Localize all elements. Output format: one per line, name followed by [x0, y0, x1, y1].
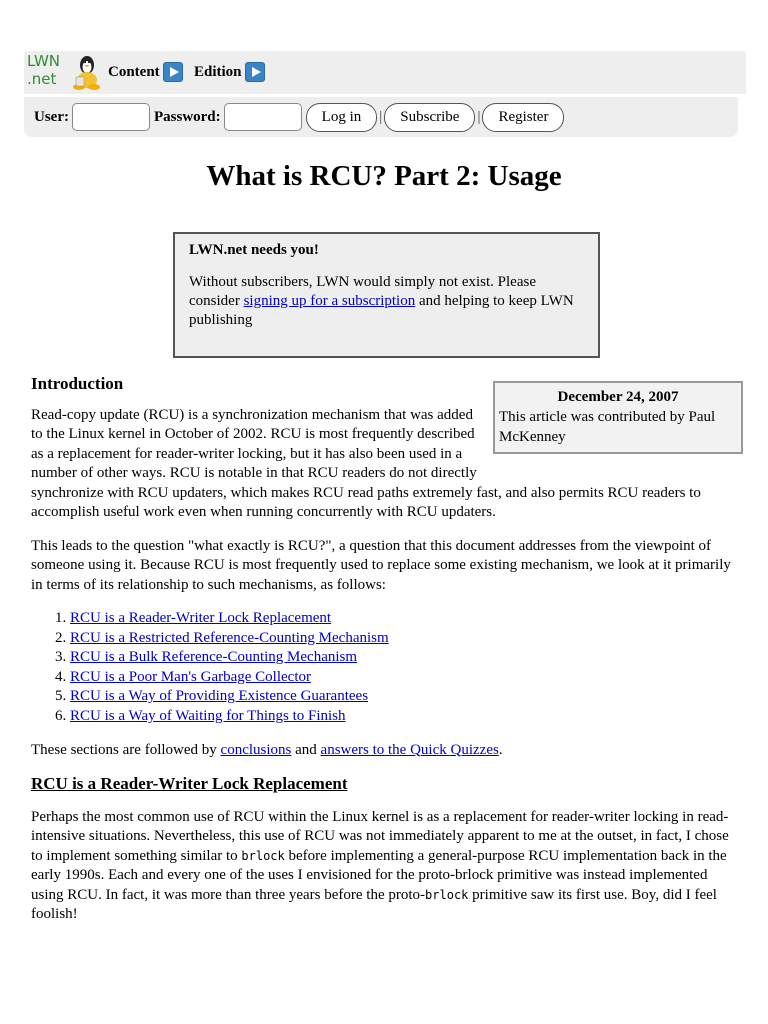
intro-paragraph: Read-copy update (RCU) is a synchronization mechanism that was added to the Linux kernel in October of 2002. RCU is most frequently described as a replacement for reader-writer locking, but it has also been used in a number of other ways. RCU is notable in that RCU readers do not directly synchronize with RCU updaters, which makes RCU read paths extremely fast, and also permits RCU readers to accomplish useful work even when running concurrently with RCU updaters. [31, 406, 701, 520]
toc-item [70, 668, 741, 688]
toc-item [70, 629, 741, 649]
subscription-promo-box [173, 232, 600, 358]
toc-link[interactable]: RCU is a Reader-Writer Lock Replacement [70, 610, 332, 626]
subscription-link[interactable]: signing up for a subscription [243, 293, 416, 309]
section-paragraph: Perhaps the most common use of RCU within the Linux kernel is as a replacement for reader-writer locking in read-intensive situations. Nevertheless, this use of RCU was not immediately apparent to me at the outset, in fact, I chose to implement something similar to brlock before implementing a general-purpose RCU implementation back in the early 1990s. Each and every one of the uses I envisioned for the proto-brlock primitive was instead implemented using RCU. In fact, it was more than three years before the proto-brlock primitive saw its first use. Boy, did I feel foolish! [31, 808, 729, 923]
promo-text: Without subscribers, LWN would simply not exist. Please consider signing up for a subscription and helping to keep LWN publishing [189, 274, 574, 328]
toc-item [70, 609, 741, 629]
toc-link[interactable]: RCU is a Way of Waiting for Things to Finish [70, 707, 346, 724]
separator: | [379, 108, 383, 125]
lwn-logo[interactable] [27, 53, 99, 91]
toc-link[interactable]: RCU is a Restricted Reference-Counting Mechanism [70, 629, 389, 646]
content-menu-label: Content [108, 63, 160, 80]
separator: | [477, 108, 481, 125]
quick-quizzes-link[interactable]: answers to the Quick Quizzes [320, 741, 499, 758]
user-label: User: [34, 108, 69, 125]
edition-menu-label: Edition [194, 63, 242, 80]
article-date-box [493, 381, 743, 454]
edition-menu[interactable] [194, 62, 265, 82]
code-brlock: brlock [425, 887, 469, 902]
conclusions-link[interactable]: conclusions [220, 741, 292, 758]
logo-text-top: LWN [27, 52, 61, 70]
login-bar [24, 97, 738, 137]
section-heading [31, 774, 741, 794]
followed-paragraph: These sections are followed by conclusions and answers to the Quick Quizzes. [31, 741, 503, 758]
penguin-icon [67, 53, 101, 91]
logo-text-bottom: .net [27, 70, 57, 88]
intro-heading: Introduction [31, 374, 124, 393]
top-nav-bar [24, 51, 746, 94]
login-button[interactable]: Log in [306, 103, 378, 132]
contributor-note: This article was contributed by Paul McKenney [499, 409, 716, 445]
article-date: December 24, 2007 [557, 389, 679, 405]
play-arrow-icon[interactable] [245, 62, 265, 82]
table-of-contents [31, 609, 741, 727]
play-arrow-icon[interactable] [163, 62, 183, 82]
password-input[interactable] [224, 103, 302, 131]
page-title: What is RCU? Part 2: Usage [206, 160, 562, 192]
section-heading-link[interactable]: RCU is a Reader-Writer Lock Replacement [31, 774, 348, 794]
toc-link[interactable]: RCU is a Way of Providing Existence Guarantees [70, 688, 369, 705]
user-input[interactable] [72, 103, 150, 131]
article-body [31, 374, 741, 939]
toc-item [70, 648, 741, 668]
toc-item [70, 687, 741, 707]
code-brlock: brlock [241, 848, 285, 863]
toc-item [70, 707, 741, 727]
toc-link[interactable]: RCU is a Bulk Reference-Counting Mechanism [70, 649, 358, 666]
password-label: Password: [153, 108, 221, 125]
question-paragraph: This leads to the question "what exactly is RCU?", a question that this document addresses from the viewpoint of someone using it. Because RCU is most frequently used to replace some existing mechanism, we look at it primarily in terms of its relationship to such mechanisms, as follows: [31, 537, 731, 593]
toc-link[interactable]: RCU is a Poor Man's Garbage Collector [70, 668, 311, 685]
register-button[interactable]: Register [482, 103, 564, 132]
promo-heading: LWN.net needs you! [189, 242, 319, 258]
content-menu[interactable] [108, 62, 183, 82]
subscribe-button[interactable]: Subscribe [384, 103, 475, 132]
